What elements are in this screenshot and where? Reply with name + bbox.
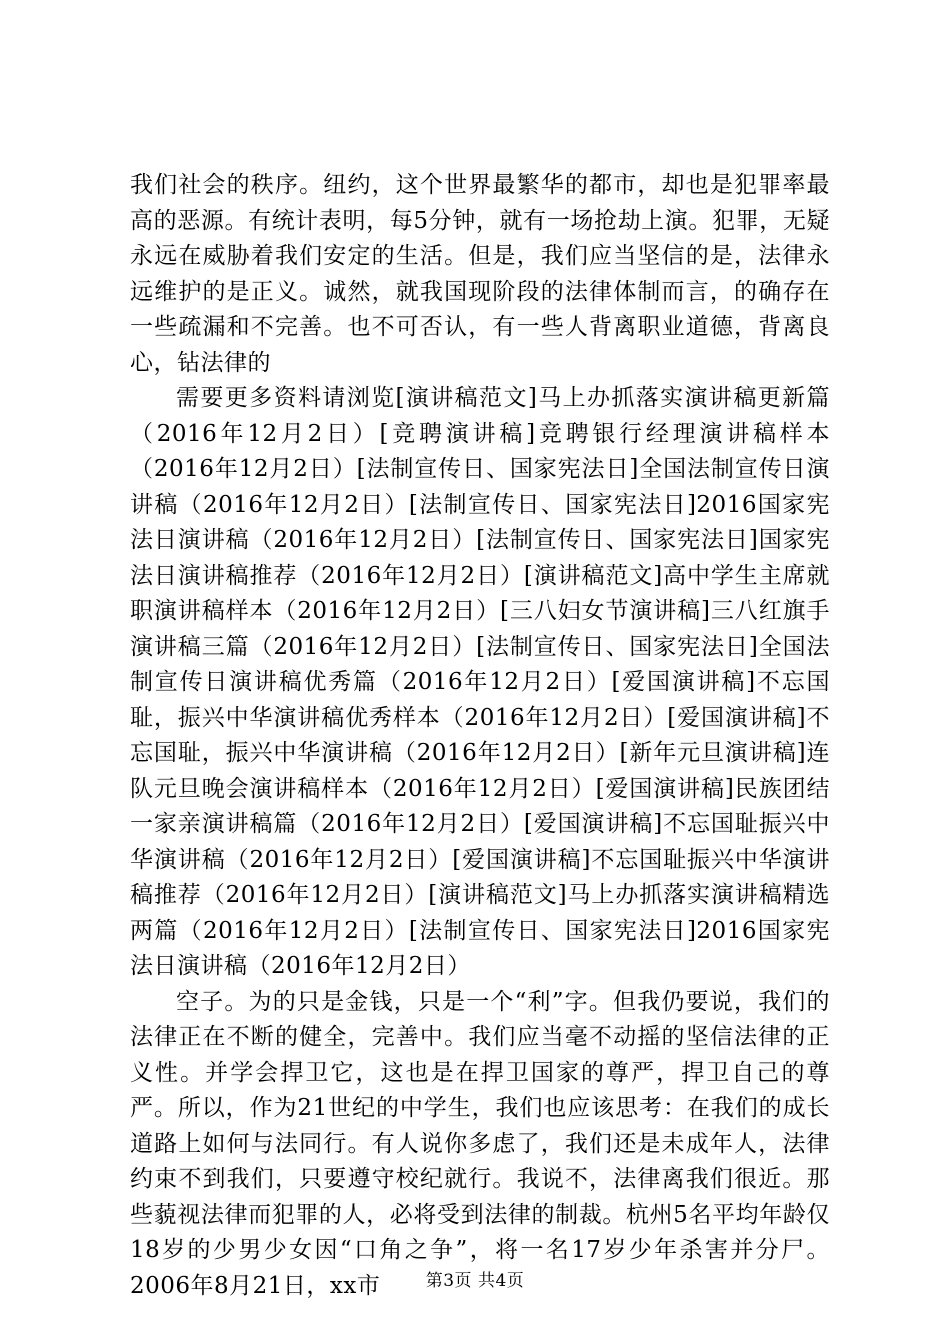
page-footer: 第3页 共4页	[425, 1271, 525, 1291]
paragraph-continuation: 我们社会的秩序。纽约，这个世界最繁华的都市，却也是犯罪率最高的恶源。有统计表明，每5分钟，就有一场抢劫上演。犯罪，无疑永远在威胁着我们安定的生活。但是，我们应当坚信的是，法律永远维护的是正义。诚然，就我国现阶段的法律体制而言，的确存在一些疏漏和不完善。也不可否认，有一些人背离职业道德，背离良心，钻法律的	[130, 172, 830, 376]
paragraph-main-text: 空子。为的只是金钱，只是一个“利”字。但我仍要说，我们的法律正在不断的健全，完善中。我们应当毫不动摇的坚信法律的正义性。并学会捍卫它，这也是在捍卫国家的尊严，捍卫自己的尊严。所以，作为21世纪的中学生，我们也应该思考：在我们的成长道路上如何与法同行。有人说你多虑了，我们还是未成年人，法律约束不到我们，只要遵守校纪就行。我说不，法律离我们很近。那些藐视法律而犯罪的人，必将受到法律的制裁。杭州5名平均年龄仅18岁的少男少女因“口角之争”，将一名17岁少年杀害并分尸。2006年8月21日，xx市	[130, 988, 830, 1299]
paragraph-more-resources: 需要更多资料请浏览[演讲稿范文]马上办抓落实演讲稿更新篇（2016年12月2日）[竞聘演讲稿]竞聘银行经理演讲稿样本（2016年12月2日）[法制宣传日、国家宪法日]全国法制宣传日演讲稿（2016年12月2日）[法制宣传日、国家宪法日]2016国家宪法日演讲稿（2016年12月2日）[法制宣传日、国家宪法日]国家宪法日演讲稿推荐（2016年12月2日）[演讲稿范文]高中学生主席就职演讲稿样本（2016年12月2日）[三八妇女节演讲稿]三八红旗手演讲稿三篇（2016年12月2日）[法制宣传日、国家宪法日]全国法制宣传日演讲稿优秀篇（2016年12月2日）[爱国演讲稿]不忘国耻，振兴中华演讲稿优秀样本（2016年12月2日）[爱国演讲稿]不忘国耻，振兴中华演讲稿（2016年12月2日）[新年元旦演讲稿]连队元旦晚会演讲稿样本（2016年12月2日）[爱国演讲稿]民族团结一家亲演讲稿篇（2016年12月2日）[爱国演讲稿]不忘国耻振兴中华演讲稿（2016年12月2日）[爱国演讲稿]不忘国耻振兴中华演讲稿推荐（2016年12月2日）[演讲稿范文]马上办抓落实演讲稿精选两篇（2016年12月2日）[法制宣传日、国家宪法日]2016国家宪法日演讲稿（2016年12月2日）	[130, 385, 830, 979]
document-body	[130, 168, 830, 1304]
